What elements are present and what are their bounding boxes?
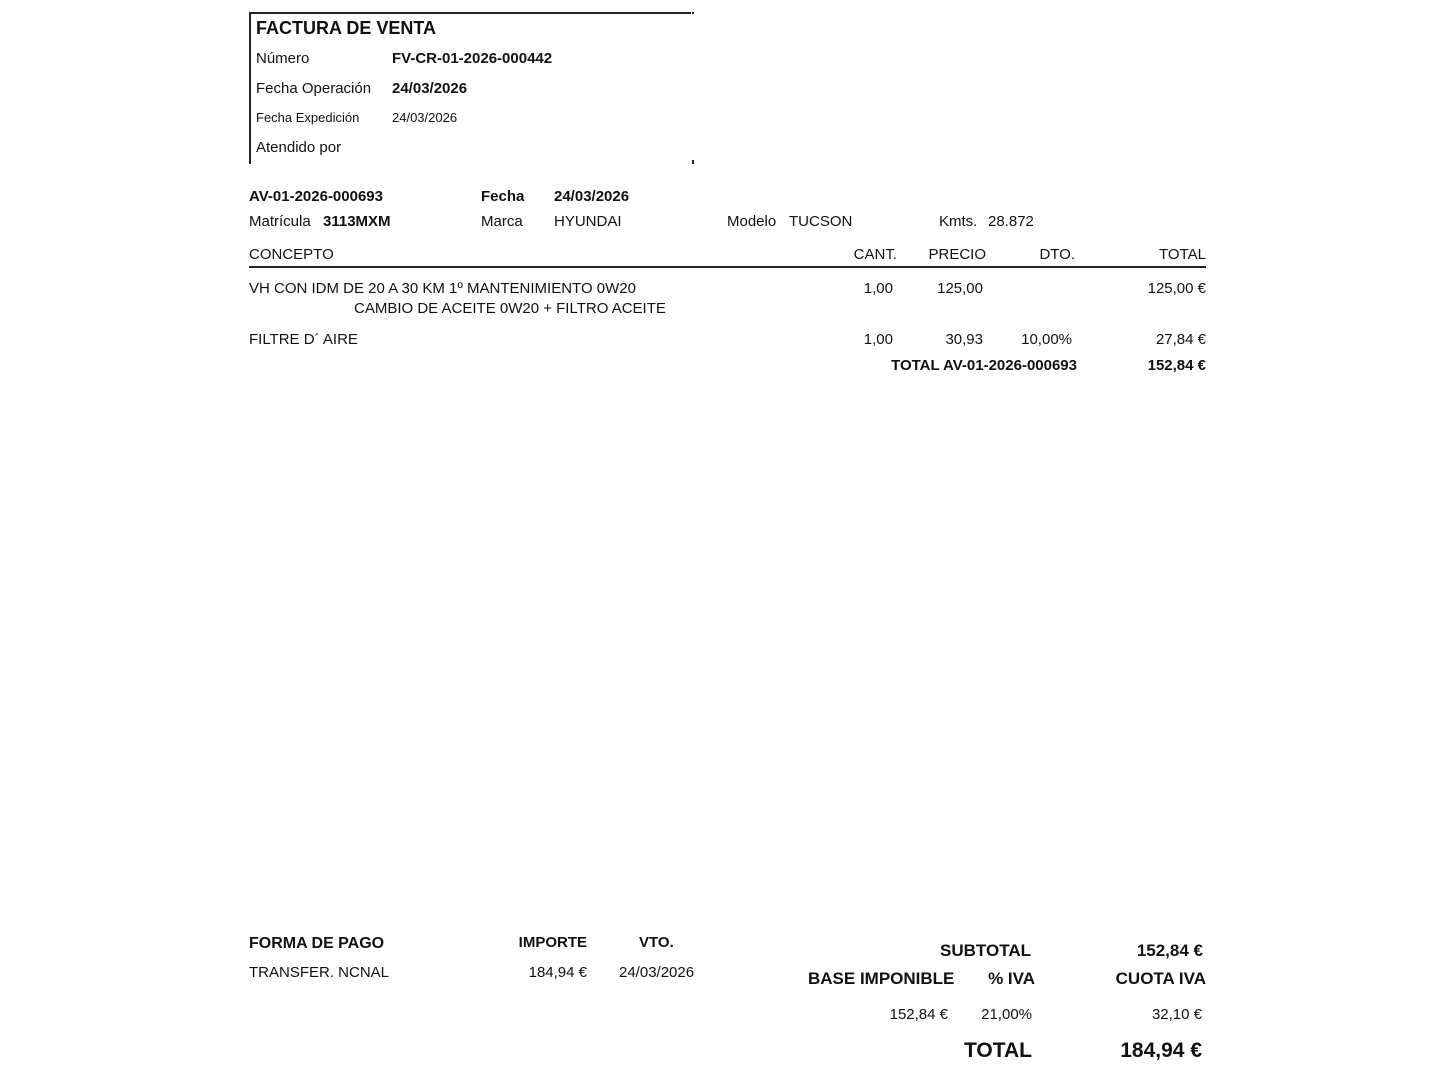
payment-header-forma: FORMA DE PAGO <box>249 935 385 952</box>
payment-forma: TRANSFER. NCNAL <box>249 964 390 981</box>
payment-header-importe: IMPORTE <box>518 934 587 951</box>
col-header-dto: DTO. <box>1039 246 1075 263</box>
kmts-label: Kmts. <box>939 213 978 230</box>
iva-percent-label: % IVA <box>988 969 1035 988</box>
base-imponible-value: 152,84 € <box>889 1006 948 1023</box>
iva-percent-value: 21,00% <box>981 1006 1032 1023</box>
fecha-operacion-value: 24/03/2026 <box>392 80 468 97</box>
grand-total-label: TOTAL <box>963 1039 1032 1062</box>
item-precio: 30,93 <box>945 331 983 348</box>
item-precio: 125,00 <box>937 280 983 297</box>
order-code: AV-01-2026-000693 <box>249 188 383 205</box>
box-corner-mark <box>692 160 694 164</box>
payment-vto: 24/03/2026 <box>619 964 695 981</box>
marca-label: Marca <box>481 213 523 230</box>
payment-header-vto: VTO. <box>639 934 674 951</box>
col-header-cant: CANT. <box>853 246 897 263</box>
order-fecha-value: 24/03/2026 <box>554 188 630 205</box>
fecha-expedicion-value: 24/03/2026 <box>392 110 458 125</box>
invoice-title: FACTURA DE VENTA <box>256 18 436 38</box>
base-imponible-label: BASE IMPONIBLE <box>808 969 955 988</box>
col-header-concepto: CONCEPTO <box>249 246 334 263</box>
subtotal-value: 152,84 € <box>1136 941 1203 960</box>
modelo-value: TUCSON <box>789 213 853 230</box>
order-fecha-label: Fecha <box>481 188 525 205</box>
order-total-label: TOTAL AV-01-2026-000693 <box>891 357 1077 374</box>
payment-importe: 184,94 € <box>528 964 587 981</box>
subtotal-label: SUBTOTAL <box>940 941 1031 960</box>
item-concepto: VH CON IDM DE 20 A 30 KM 1º MANTENIMIENTO 0W20 <box>249 280 636 297</box>
item-dto: 10,00% <box>1021 331 1072 348</box>
matricula-value: 3113MXM <box>323 213 391 230</box>
item-cant: 1,00 <box>863 331 893 348</box>
item-detalle: CAMBIO DE ACEITE 0W20 + FILTRO ACEITE <box>354 300 666 317</box>
fecha-operacion-label: Fecha Operación <box>256 80 372 97</box>
marca-value: HYUNDAI <box>554 213 622 230</box>
col-header-total: TOTAL <box>1159 246 1206 263</box>
numero-value: FV-CR-01-2026-000442 <box>392 50 553 67</box>
atendido-label: Atendido por <box>256 139 342 156</box>
item-cant: 1,00 <box>863 280 893 297</box>
item-total: 27,84 € <box>1155 331 1206 348</box>
grand-total-value: 184,94 € <box>1120 1039 1202 1062</box>
item-total: 125,00 € <box>1147 280 1206 297</box>
col-header-precio: PRECIO <box>928 246 986 263</box>
box-corner-mark <box>692 12 694 14</box>
cuota-iva-label: CUOTA IVA <box>1115 969 1206 988</box>
table-header-rule <box>249 266 1206 268</box>
numero-label: Número <box>256 50 310 67</box>
matricula-label: Matrícula <box>249 213 311 230</box>
order-total-value: 152,84 € <box>1147 357 1206 374</box>
item-concepto: FILTRE D´ AIRE <box>249 331 358 348</box>
modelo-label: Modelo <box>727 213 777 230</box>
fecha-expedicion-label: Fecha Expedición <box>256 110 360 125</box>
cuota-iva-value: 32,10 € <box>1151 1006 1202 1023</box>
kmts-value: 28.872 <box>988 213 1034 230</box>
